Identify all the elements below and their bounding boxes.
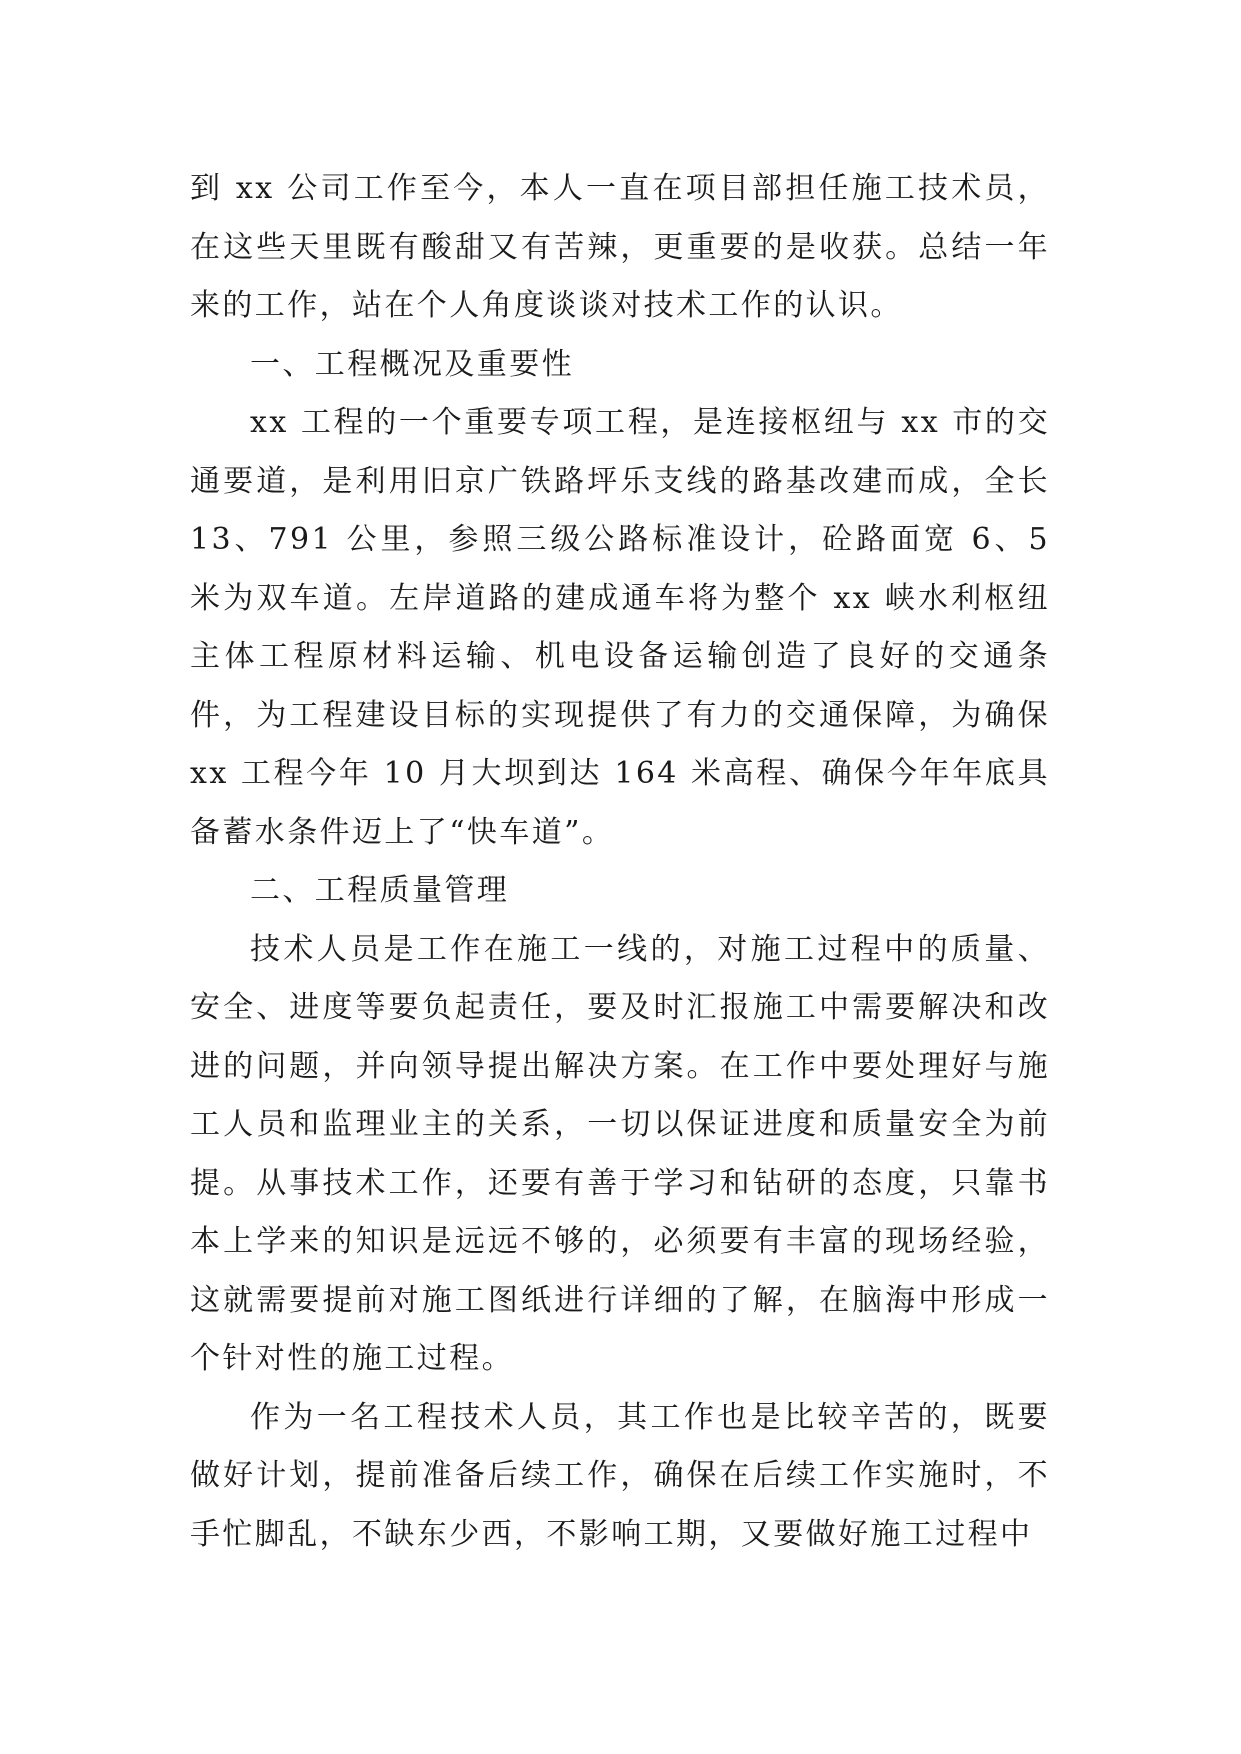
paragraph-technician-work: 作为一名工程技术人员，其工作也是比较辛苦的，既要做好计划，提前准备后续工作，确保在后续工作实施时，不手忙脚乱，不缺东少西，不影响工期，又要做好施工过程中 <box>190 1399 1050 1552</box>
paragraph-intro: 到 xx 公司工作至今，本人一直在项目部担任施工技术员，在这些天里既有酸甜又有苦辣，更重要的是收获。总结一年来的工作，站在个人角度谈谈对技术工作的认识。 <box>190 171 1050 323</box>
section-heading-2: 二、工程质量管理 <box>250 873 510 908</box>
paragraph-project-overview: xx 工程的一个重要专项工程，是连接枢纽与 xx 市的交通要道，是利用旧京广铁路坪乐支线的路基改建而成，全长 13、791 公里，参照三级公路标准设计，砼路面宽 6、5 米为双车道。左岸道路的建成通车将为整个 xx 峡水利枢纽主体工程原材料运输、机电设备运输创造了良好的交通条件，为工程建设目标的实现提供了有力的交通保障，为确保 xx 工程今年 10 月大坝到达 164 米高程、确保今年年底具备蓄水条件迈上了“快车道”。 <box>190 405 1050 850</box>
paragraph-quality-management: 技术人员是工作在施工一线的，对施工过程中的质量、安全、进度等要负起责任，要及时汇报施工中需要解决和改进的问题，并向领导提出解决方案。在工作中要处理好与施工人员和监理业主的关系，一切以保证进度和质量安全为前提。从事技术工作，还要有善于学习和钻研的态度，只靠书本上学来的知识是远远不够的，必须要有丰富的现场经验，这就需要提前对施工图纸进行详细的了解，在脑海中形成一个针对性的施工过程。 <box>190 931 1050 1376</box>
section-heading-1: 一、工程概况及重要性 <box>250 346 574 382</box>
document-body <box>190 160 1050 1564</box>
